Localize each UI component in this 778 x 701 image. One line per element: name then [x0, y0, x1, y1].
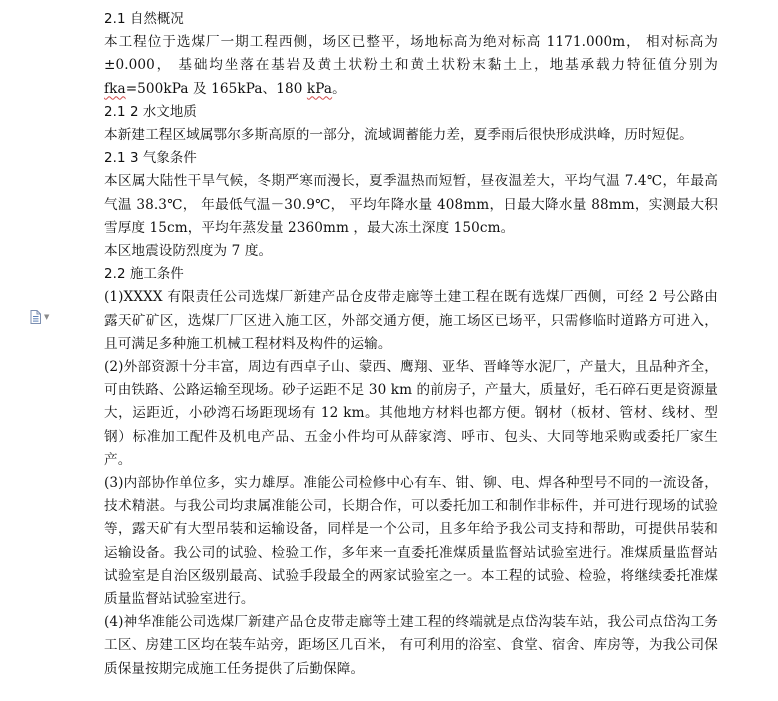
spellcheck-flag-kpa: kPa [306, 80, 333, 97]
section-heading-2-2: 2.2 施工条件 [104, 267, 184, 283]
paragraph-construction-1: (1)XXXX 有限责任公司选煤厂新建产品仓皮带走廊等土建工程在既有选煤厂西侧，可经 2 号公路由露天矿矿区，选煤厂厂区进入施工区，外部交通方便，施工场区已场平，只需修临时道路方可进入，且可满足多种施工机械工程材料及构件的运输。 [104, 289, 718, 352]
section-heading-2-1-2: 2.1 2 水文地质 [104, 104, 197, 120]
paragraph-climate: 本区属大陆性干旱气候，冬期严寒而漫长，夏季温热而短暂，昼夜温差大，平均气温 7.4℃，年最高气温 38.3℃， 年最低气温－30.9℃， 平均年降水量 408mm，日最大降水量 88mm，实测最大积雪厚度 15cm，平均年蒸发量 2360mm ，最大冻土深度 150cm。 [104, 173, 718, 236]
paragraph-construction-3: (3)内部协作单位多，实力雄厚。准能公司检修中心有车、钳、铆、电、焊各种型号不同的一流设备，技术精湛。与我公司均隶属准能公司，长期合作，可以委托加工和制作非标件，并可进行现场的试验等，露天矿有大型吊装和运输设备，同样是一个公司，且多年给予我公司支持和帮助，可提供吊装和运输设备。我公司的试验、检验工作，多年来一直委托准煤质量监督站试验室进行。准煤质量监督站试验室是自治区级别最高、试验手段最全的两家试验室之一。本工程的试验、检验，将继续委托准煤质量监督站试验室进行。 [104, 475, 718, 608]
paragraph-seismic: 本区地震设防烈度为 7 度。 [104, 243, 273, 260]
document-icon [30, 310, 41, 324]
chevron-down-icon[interactable]: ▼ [44, 312, 50, 321]
section-heading-2-1-3: 2.1 3 气象条件 [104, 151, 197, 167]
paragraph-natural-overview: 本工程位于选煤厂一期工程西侧，场区已整平，场地标高为绝对标高 1171.000m， 相对标高为±0.000， 基础均坐落在基岩及黄土状粉土和黄土状粉末黏土上，地基承载力特征值分别为 fka=500kPa 及 165kPa、180 kPa。 [104, 34, 718, 97]
paragraph-style-menu[interactable] [30, 309, 60, 325]
paragraph-construction-2: (2)外部资源十分丰富，周边有西卓子山、蒙西、鹰翔、亚华、晋峰等水泥厂，产量大，且品种齐全，可由铁路、公路运输至现场。砂子运距不足 30 km 的前房子，产量大，质量好，毛石碎石更是资源量大，运距近，小砂湾石场距现场有 12 km。其他地方材料也都方便。钢材（板材、管材、线材、型钢）标准加工配件及机电产品、五金小件均可从薛家湾、呼市、包头、大同等地采购或委托厂家生产。 [104, 359, 718, 468]
spellcheck-flag-fka: fka [104, 80, 126, 97]
paragraph-hydrology: 本新建工程区域属鄂尔多斯高原的一部分，流域调蓄能力差，夏季雨后很快形成洪峰，历时短促。 [104, 127, 693, 144]
section-heading-2-1: 2.1 自然概况 [104, 12, 184, 27]
document-body [104, 8, 718, 681]
paragraph-construction-4: (4)神华准能公司选煤厂新建产品仓皮带走廊等土建工程的终端就是点岱沟装车站，我公司点岱沟工务工区、房建工区均在装车站旁，距场区几百米， 有可利用的浴室、食堂、宿舍、库房等，为我公司保质保量按期完成施工任务提供了后勤保障。 [104, 614, 718, 677]
